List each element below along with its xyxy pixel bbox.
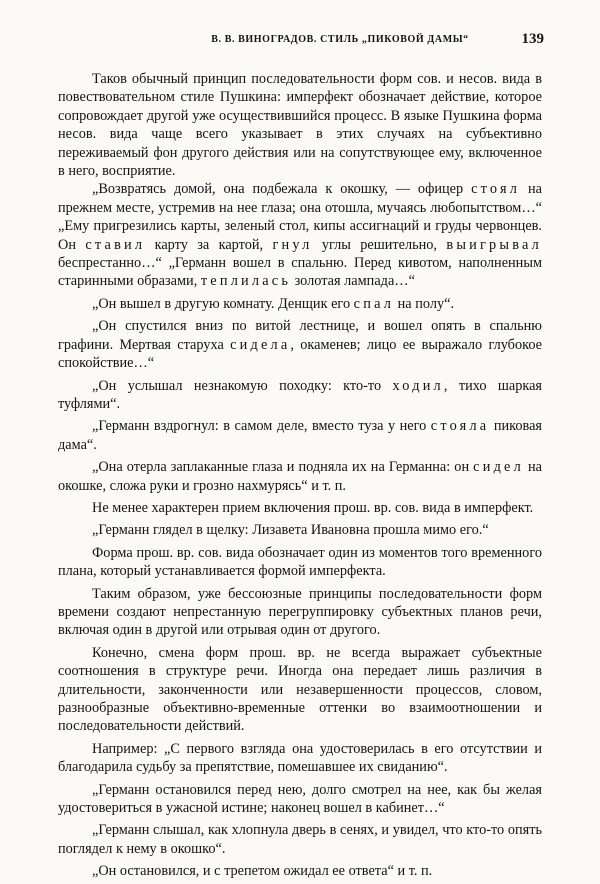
emphasized-word: стоял	[471, 181, 521, 198]
page-number: 139	[521, 31, 544, 47]
paragraph	[58, 295, 542, 313]
emphasized-word: ходил	[392, 377, 444, 394]
emphasized-word: сидел	[473, 459, 524, 476]
body-text	[58, 70, 542, 881]
text-run: „Он вышел в другую комнату. Денщик его	[92, 295, 354, 312]
text-run: „Он спустился вниз по витой лестнице, и вошел опять в спальню графини. Мертвая старуха	[58, 318, 542, 353]
paragraph	[58, 862, 542, 880]
paragraph	[58, 821, 542, 858]
text-run: Не менее характерен прием включения прош. вр. сов. вида в имперфект.	[92, 499, 534, 516]
paragraph	[58, 544, 542, 581]
text-run: „Германн остановился перед нею, долго смотрел на нее, как бы желая удостовериться в ужасной истине; наконец вошел в кабинет…“	[58, 781, 542, 817]
text-run: на окошке, сложа руки и грозно нахмурясь“ и т. п.	[58, 459, 542, 494]
paragraph	[58, 521, 542, 539]
text-run: Например: „С первого взгляда она удостоверилась в его отсутствии и благодарила судьбу за препятствие, помешавшее их свиданию“.	[58, 740, 542, 776]
emphasized-word: спал	[353, 295, 395, 312]
text-run: „Германн вздрогнул: в самом деле, вместо туза у него	[92, 418, 431, 435]
text-run: на прежнем месте, устремив на нее глаза; она отошла, мучаясь любопытством…“ „Ему пригрезились карты, зеленый стол, кипы ассигнаций и груды червонцев. Он	[58, 181, 542, 253]
paragraph	[58, 585, 542, 640]
paragraph	[58, 644, 542, 736]
text-run: Конечно, смена форм прош. вр. не всегда выражает субъектные соотношения в структуре речи. Иногда она передает лишь различия в длительности, законченности или незавершенности процессов, словом, разнообразные объективно-временные оттенки во взаимоотношении и последовательности действий.	[58, 644, 542, 735]
text-run: пиковая дама“.	[58, 418, 542, 453]
text-run: Таков обычный принцип последовательности форм сов. и несов. вида в повествовательном стиле Пушкина: имперфект обозначает действие, которое сопровождает другой уже осуществившийся процесс. В языке Пушкина форма несов. вида чаще всего указывает в этих случаях на субъективно переживаемый фон другого действия или на сопутствующее ему, включенное в него, восприятие.	[58, 71, 542, 180]
page-header	[58, 31, 544, 54]
text-run: , тихо шаркая туфлями“.	[58, 377, 543, 412]
paragraph	[58, 781, 542, 818]
emphasized-word: гнул	[272, 236, 313, 253]
text-run: „Она отерла заплаканные глаза и подняла их на Германна: он	[92, 459, 474, 476]
text-run: карту за картой,	[145, 236, 273, 253]
emphasized-word: стояла	[430, 418, 490, 435]
text-run: беспрестанно…“ „Германн вошел в спальню. Перед кивотом, наполненным старинными образами,	[58, 255, 542, 290]
paragraph	[58, 317, 542, 372]
text-run: „Он услышал незнакомую походку: кто-то	[92, 377, 393, 394]
text-run: „Германн глядел в щелку: Лизавета Ивановна прошла мимо его.“	[92, 522, 489, 539]
text-run: на полу“.	[394, 295, 455, 312]
running-head: В. В. ВИНОГРАДОВ. СТИЛЬ „ПИКОВОЙ ДАМЫ“	[211, 34, 469, 45]
paragraph	[58, 458, 542, 495]
emphasized-word: выигрывал	[446, 236, 542, 253]
paragraph	[58, 740, 542, 777]
text-run: „Он остановился, и с трепетом ожидал ее ответа“ и т. п.	[92, 863, 433, 880]
text-run: „Возвратясь домой, она подбежала к окошку, — офицер	[92, 181, 472, 198]
paragraph	[58, 417, 542, 454]
text-run: , окаменев; лицо ее выражало глубокое спокойствие…“	[58, 336, 542, 372]
paragraph	[58, 180, 542, 290]
text-run: „Германн слышал, как хлопнула дверь в сенях, и увидел, что кто-то опять поглядел к нему в окошко“.	[58, 822, 542, 857]
emphasized-word: ставил	[85, 236, 146, 253]
text-run: Таким образом, уже бессоюзные принципы последовательности форм времени создают непрестанную перегруппировку субъектных планов речи, включая один в другой или отрывая один от другого.	[58, 585, 542, 639]
text-run: золотая лампада…“	[291, 273, 415, 290]
text-run: Форма прош. вр. сов. вида обозначает один из моментов того временного плана, который устанавливается формой имперфекта.	[58, 544, 542, 580]
text-run: углы решительно,	[312, 236, 447, 253]
emphasized-word: теплилась	[200, 273, 292, 290]
paragraph	[58, 499, 542, 517]
paragraph	[58, 70, 542, 180]
paragraph	[58, 377, 542, 414]
emphasized-word: сидела	[230, 336, 291, 353]
